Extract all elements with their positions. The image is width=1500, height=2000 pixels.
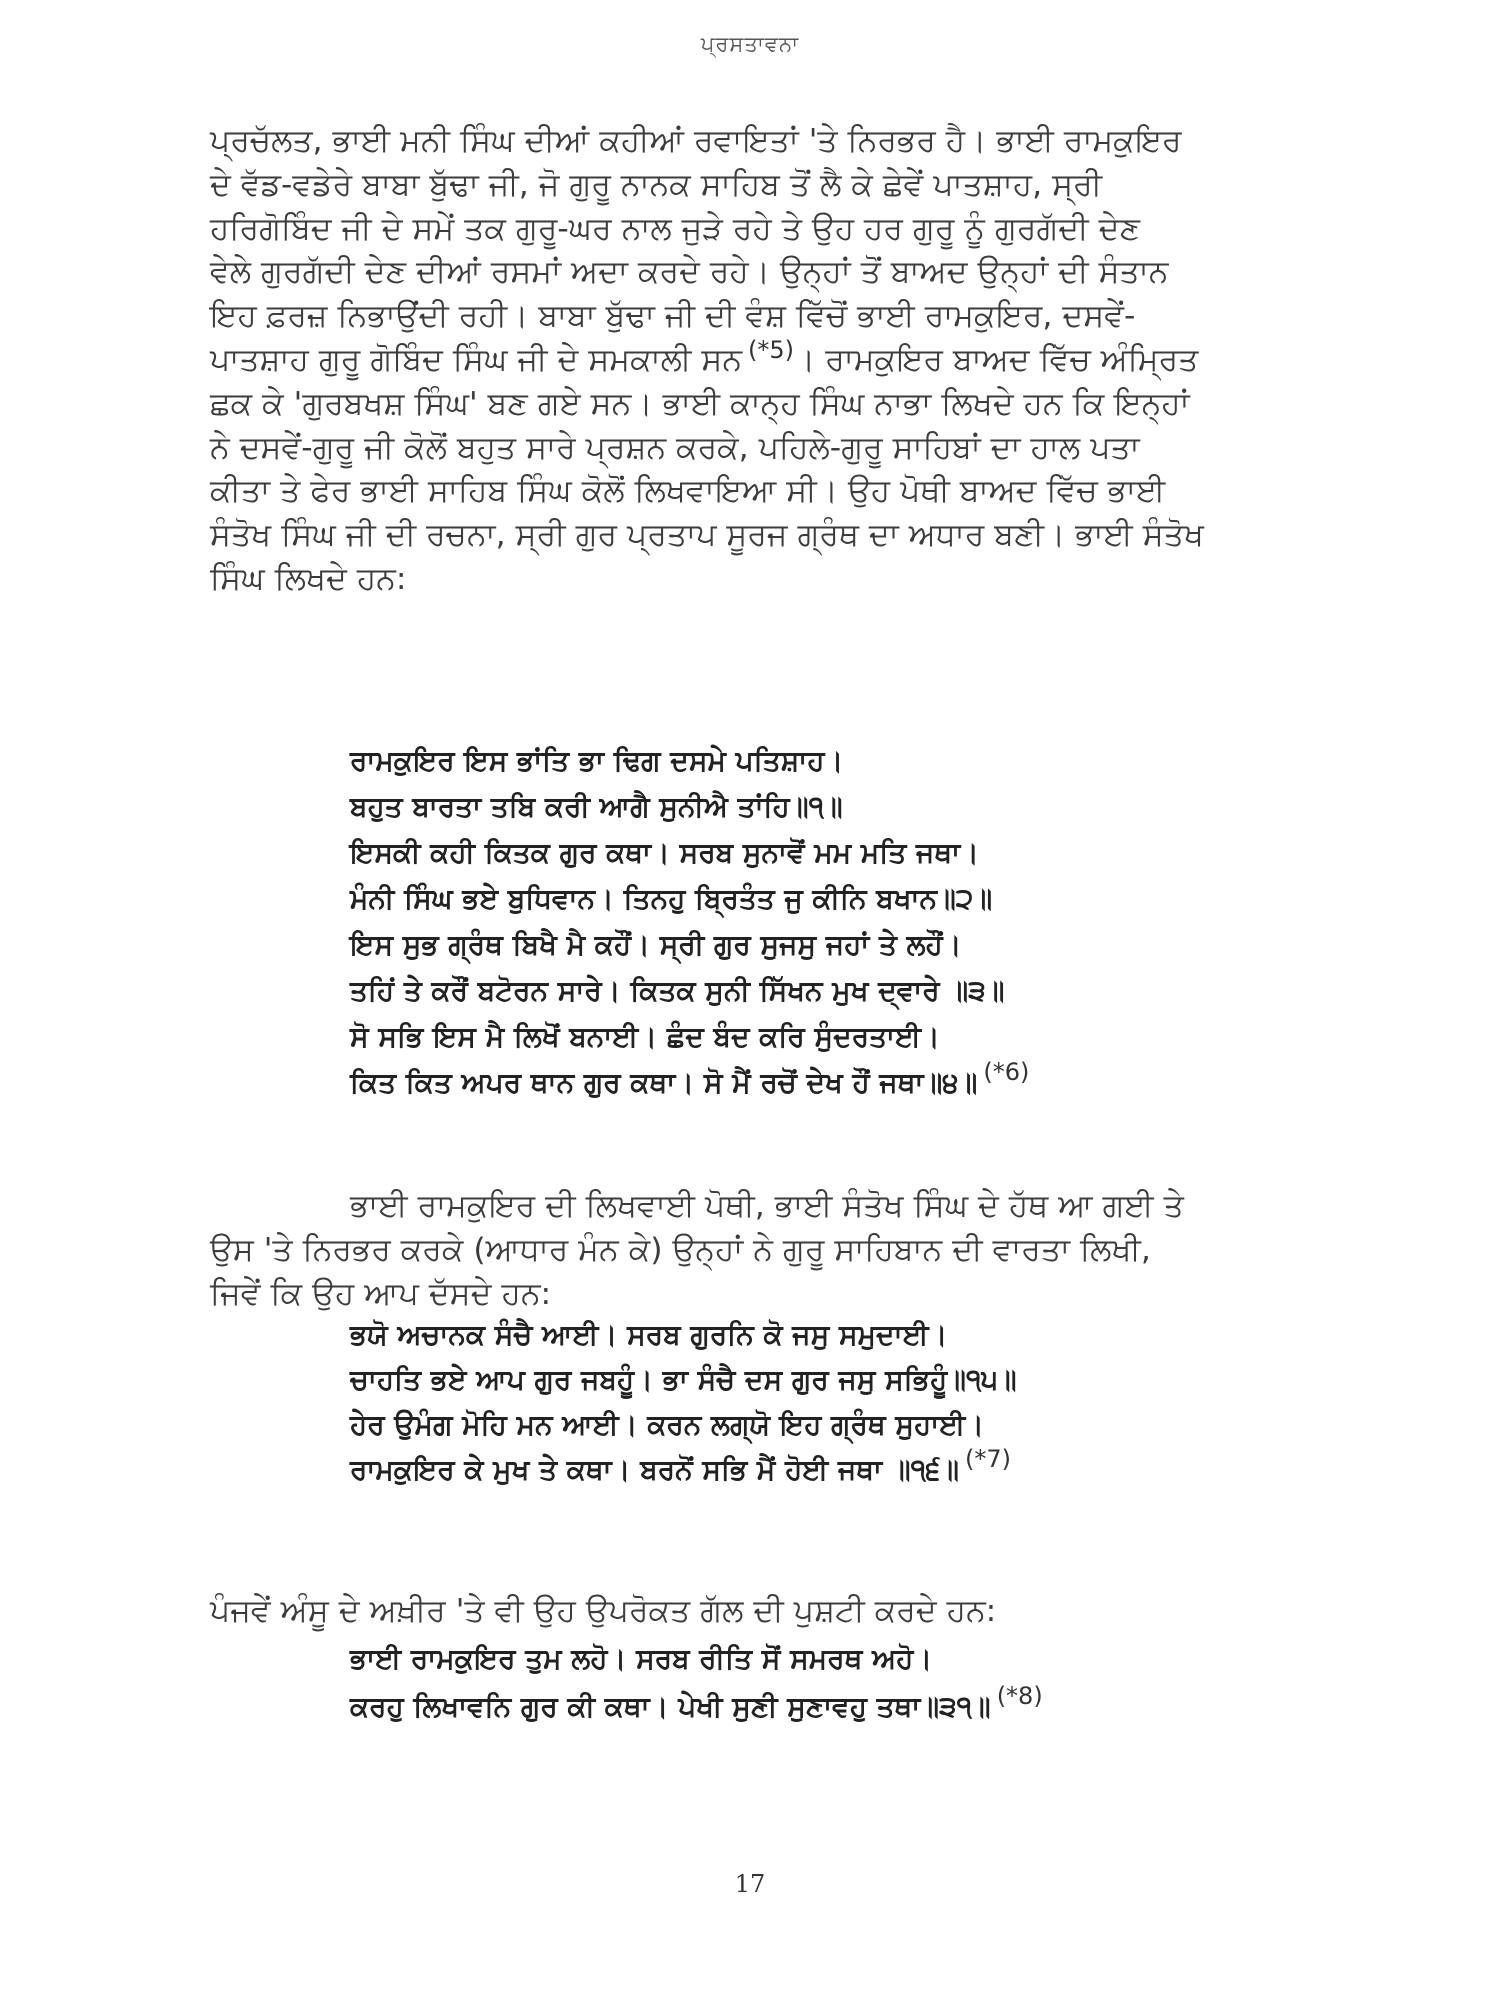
footnote-ref: (*5) (748, 335, 795, 364)
text-line: ਜਿਵੇਂ ਕਿ ਉਹ ਆਪ ਦੱਸਦੇ ਹਨ: (210, 1275, 552, 1312)
verse-line: ਰਾਮਕੁਇਰ ਇਸ ਭਾਂਤਿ ਭਾ ਢਿਗ ਦਸਮੇ ਪਤਿਸ਼ਾਹ। (350, 744, 844, 777)
text-segment: ਕਿਤ ਕਿਤ ਅਪਰ ਥਾਨ ਗੁਰ ਕਥਾ। ਸੋ ਮੈਂ ਰਚੋਂ ਦੇਖ ਹੌਂ ਜਥਾ॥੪॥ (350, 1066, 978, 1099)
verse-block-3 (350, 1635, 1250, 1732)
verse-line (350, 1447, 1250, 1494)
verse-line: ਚਾਹਤਿ ਭਏ ਆਪ ਗੁਰ ਜਬਹੂੰ। ਭਾ ਸੰਚੈ ਦਸ ਗੁਰ ਜਸੁ ਸਭਿਹੂੰ॥੧੫॥ (350, 1363, 1017, 1396)
footnote-ref: (*6) (983, 1058, 1030, 1086)
text-line: ਇਹ ਫ਼ਰਜ਼ ਨਿਭਾਉਂਦੀ ਰਹੀ। ਬਾਬਾ ਬੁੱਢਾ ਜੀ ਦੀ ਵੰਸ਼ ਵਿੱਚੋਂ ਭਾਈ ਰਾਮਕੁਇਰ, ਦਸਵੇਂ- (210, 298, 1136, 335)
text-segment: ਪਾਤਸ਼ਾਹ ਗੁਰੂ ਗੋਬਿੰਦ ਸਿੰਘ ਜੀ ਦੇ ਸਮਕਾਲੀ ਸਨ (210, 341, 743, 378)
text-line: ਨੇ ਦਸਵੇਂ-ਗੁਰੂ ਜੀ ਕੋਲੋਂ ਬਹੁਤ ਸਾਰੇ ਪ੍ਰਸ਼ਨ ਕਰਕੇ, ਪਹਿਲੇ-ਗੁਰੂ ਸਾਹਿਬਾਂ ਦਾ ਹਾਲ ਪਤਾ (210, 429, 1140, 466)
paragraph-3 (210, 1590, 1278, 1634)
verse-block-1 (350, 738, 1250, 1107)
text-segment: ਕਰਹੁ ਲਿਖਾਵਨਿ ਗੁਰ ਕੀ ਕਥਾ। ਪੇਖੀ ਸੁਣੀ ਸੁਣਾਵਹੁ ਤਥਾ॥੩੧॥ (350, 1690, 991, 1723)
running-header: ਪ੍ਰਸਤਾਵਨਾ (700, 32, 800, 56)
text-line: ਸੰਤੋਖ ਸਿੰਘ ਜੀ ਦੀ ਰਚਨਾ, ਸ੍ਰੀ ਗੁਰ ਪ੍ਰਤਾਪ ਸੂਰਜ ਗ੍ਰੰਥ ਦਾ ਅਧਾਰ ਬਣੀ। ਭਾਈ ਸੰਤੋਖ (210, 517, 1204, 554)
verse-line: ਹੇਰ ਉਮੰਗ ਮੋਹਿ ਮਨ ਆਈ। ਕਰਨ ਲਗ੍ਯੋ ਇਹ ਗ੍ਰੰਥ ਸੁਹਾਈ। (350, 1408, 985, 1441)
paragraph-1 (210, 120, 1278, 602)
text-line: ਉਸ 'ਤੇ ਨਿਰਭਰ ਕਰਕੇ (ਆਧਾਰ ਮੰਨ ਕੇ) ਉਨ੍ਹਾਂ ਨੇ ਗੁਰੂ ਸਾਹਿਬਾਨ ਦੀ ਵਾਰਤਾ ਲਿਖੀ, (210, 1231, 1151, 1268)
text-segment: ਰਾਮਕੁਇਰ ਕੇ ਮੁਖ ਤੇ ਕਥਾ। ਬਰਨੋਂ ਸਭਿ ਮੈਂ ਹੋਈ ਜਥਾ ॥੧੬॥ (350, 1453, 959, 1486)
text-line: ਪ੍ਰਚੱਲਤ, ਭਾਈ ਮਨੀ ਸਿੰਘ ਦੀਆਂ ਕਹੀਆਂ ਰਵਾਇਤਾਂ 'ਤੇ ਨਿਰਭਰ ਹੈ। ਭਾਈ ਰਾਮਕੁਇਰ (210, 123, 1182, 159)
text-line: ਵੇਲੇ ਗੁਰਗੱਦੀ ਦੇਣ ਦੀਆਂ ਰਸਮਾਂ ਅਦਾ ਕਰਦੇ ਰਹੇ। ਉਨ੍ਹਾਂ ਤੋਂ ਬਾਅਦ ਉਨ੍ਹਾਂ ਦੀ ਸੰਤਾਨ (210, 254, 1169, 291)
verse-line: ਇਸ ਸੁਭ ਗ੍ਰੰਥ ਬਿਖੈ ਮੈ ਕਹੌਂ। ਸ੍ਰੀ ਗੁਰ ਸੁਜਸੁ ਜਹਾਂ ਤੇ ਲਹੌਂ। (350, 928, 962, 961)
verse-line (350, 1683, 1250, 1732)
text-line: ਸਿੰਘ ਲਿਖਦੇ ਹਨ: (210, 560, 407, 597)
text-line: ਦੇ ਵੱਡ-ਵਡੇਰੇ ਬਾਬਾ ਬੁੱਢਾ ਜੀ, ਜੋ ਗੁਰੂ ਨਾਨਕ ਸਾਹਿਬ ਤੋਂ ਲੈ ਕੇ ਛੇਵੇਂ ਪਾਤਸ਼ਾਹ, ਸ੍ਰੀ (210, 166, 1103, 203)
footnote-ref: (*8) (996, 1682, 1043, 1710)
footnote-ref: (*7) (965, 1445, 1011, 1473)
text-line: ਛਕ ਕੇ 'ਗੁਰਬਖਸ਼ ਸਿੰਘ' ਬਣ ਗਏ ਸਨ। ਭਾਈ ਕਾਨ੍ਹ ਸਿੰਘ ਨਾਭਾ ਲਿਖਦੇ ਹਨ ਕਿ ਇਨ੍ਹਾਂ (210, 385, 1190, 422)
text-line (210, 335, 1278, 383)
verse-line: ਮੰਨੀ ਸਿੰਘ ਭਏ ਬੁਧਿਵਾਨ। ਤਿਨਹੁ ਬ੍ਰਿਤੰਤ ਜੁ ਕੀਨਿ ਬਖਾਨ॥੨॥ (350, 882, 993, 915)
text-line: ਕੀਤਾ ਤੇ ਫੇਰ ਭਾਈ ਸਾਹਿਬ ਸਿੰਘ ਕੋਲੋਂ ਲਿਖਵਾਇਆ ਸੀ। ਉਹ ਪੋਥੀ ਬਾਅਦ ਵਿੱਚ ਭਾਈ (210, 473, 1166, 510)
text-line: ਪੰਜਵੇਂ ਅੰਸੂ ਦੇ ਅਖ਼ੀਰ 'ਤੇ ਵੀ ਉਹ ਉਪਰੋਕਤ ਗੱਲ ਦੀ ਪੁਸ਼ਟੀ ਕਰਦੇ ਹਨ: (210, 1593, 997, 1629)
text-line: ਭਾਈ ਰਾਮਕੁਇਰ ਦੀ ਲਿਖਵਾਈ ਪੋਥੀ, ਭਾਈ ਸੰਤੋਖ ਸਿੰਘ ਦੇ ਹੱਥ ਆ ਗਈ ਤੇ (350, 1188, 1184, 1224)
page-number: 17 (734, 1870, 766, 1898)
verse-line (350, 1060, 1250, 1107)
text-segment: । ਰਾਮਕੁਇਰ ਬਾਅਦ ਵਿੱਚ ਅੰਮ੍ਰਿਤ (794, 341, 1199, 378)
verse-block-2 (350, 1312, 1250, 1494)
verse-line: ਇਸਕੀ ਕਹੀ ਕਿਤਕ ਗੁਰ ਕਥਾ। ਸਰਬ ਸੁਨਾਵੋਂ ਮਮ ਮਤਿ ਜਥਾ। (350, 836, 979, 869)
verse-line: ਸੋ ਸਭਿ ਇਸ ਮੈ ਲਿਖੋਂ ਬਨਾਈ। ਛੰਦ ਬੰਦ ਕਰਿ ਸੁੰਦਰਤਾਈ। (350, 1020, 940, 1053)
verse-line: ਤਹਿਂ ਤੇ ਕਰੌਂ ਬਟੋਰਨ ਸਾਰੇ। ਕਿਤਕ ਸੁਨੀ ਸਿੱਖਨ ਮੁਖ ਦ੍ਵਾਰੇ ॥੩॥ (350, 974, 1005, 1007)
verse-line: ਭਾਈ ਰਾਮਕੁਇਰ ਤੁਮ ਲਹੋ। ਸਰਬ ਰੀਤਿ ਸੋਂ ਸਮਰਥ ਅਹੋ। (350, 1642, 933, 1675)
verse-line: ਬਹੁਤ ਬਾਰਤਾ ਤਬਿ ਕਰੀ ਆਗੈ ਸੁਨੀਐ ਤਾਂਹਿ॥੧॥ (350, 790, 843, 823)
verse-line: ਭਯੋ ਅਚਾਨਕ ਸੰਚੈ ਆਈ। ਸਰਬ ਗੁਰਨਿ ਕੋ ਜਸੁ ਸਮੁਦਾਈ। (350, 1318, 948, 1351)
text-line: ਹਰਿਗੋਬਿੰਦ ਜੀ ਦੇ ਸਮੇਂ ਤਕ ਗੁਰੂ-ਘਰ ਨਾਲ ਜੁੜੇ ਰਹੇ ਤੇ ਉਹ ਹਰ ਗੁਰੂ ਨੂੰ ਗੁਰਗੱਦੀ ਦੇਣ (210, 210, 1140, 247)
paragraph-2 (210, 1185, 1278, 1316)
